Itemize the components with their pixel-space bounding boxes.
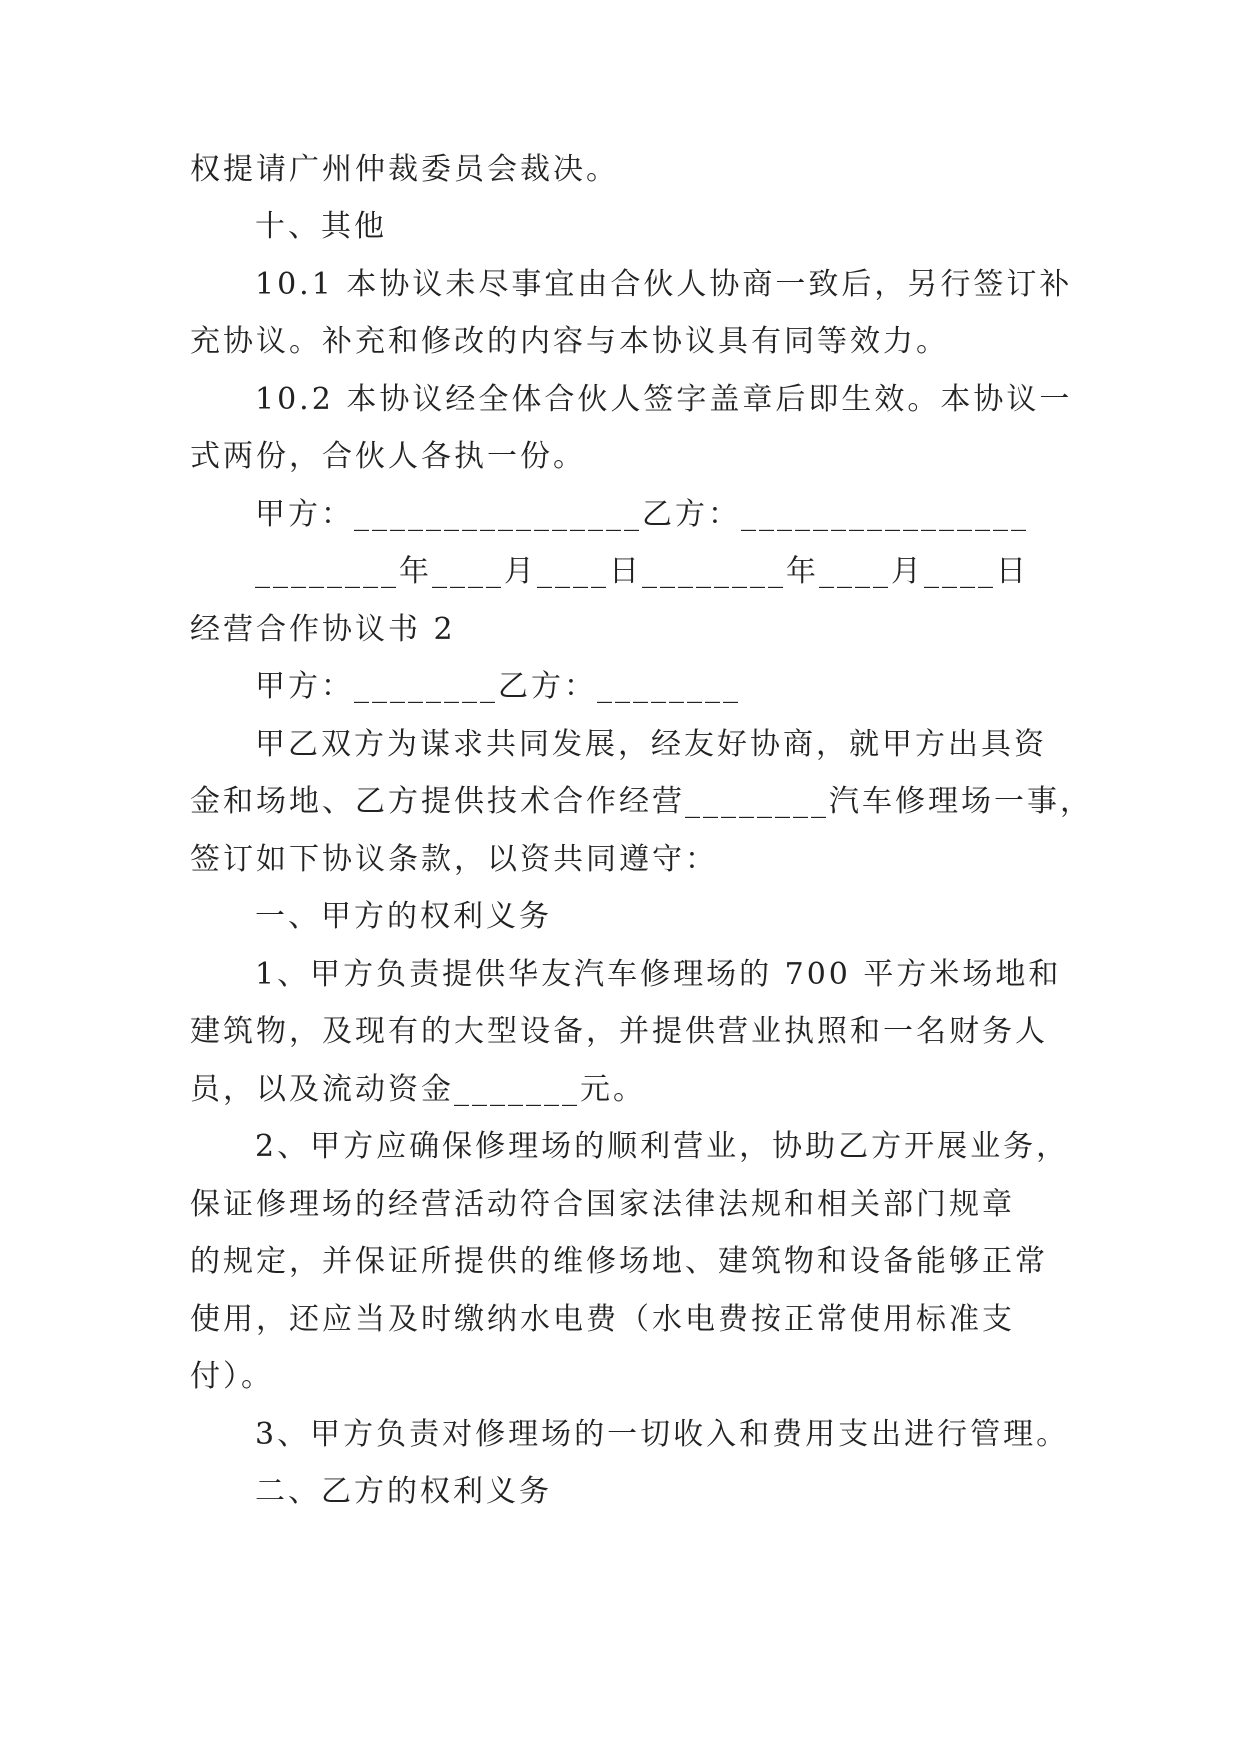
paragraph-line: 付）。: [190, 1359, 274, 1394]
paragraph-line: 10.1 本协议未尽事宜由合伙人协商一致后，另行签订补: [255, 267, 1073, 302]
paragraph-line: 保证修理场的经营活动符合国家法律法规和相关部门规章: [190, 1187, 1015, 1222]
document-title: 经营合作协议书 2: [190, 612, 456, 647]
paragraph-line: 3、甲方负责对修理场的一切收入和费用支出进行管理。: [255, 1417, 1070, 1452]
date-line: ________年____月____日________年____月____日: [255, 554, 1029, 589]
party-line: 甲方：________乙方：________: [255, 669, 741, 704]
paragraph-line: 签订如下协议条款，以资共同遵守：: [190, 842, 718, 877]
paragraph-line: 1、甲方负责提供华友汽车修理场的 700 平方米场地和: [255, 957, 1062, 992]
paragraph-line: 使用，还应当及时缴纳水电费（水电费按正常使用标准支: [190, 1302, 1015, 1337]
paragraph-line: 金和场地、乙方提供技术合作经营________汽车修理场一事，: [190, 784, 1093, 819]
paragraph-line: 甲乙双方为谋求共同发展，经友好协商，就甲方出具资: [255, 727, 1047, 762]
signature-line: 甲方：________________乙方：________________: [255, 497, 1029, 532]
paragraph-line: 2、甲方应确保修理场的顺利营业，协助乙方开展业务，: [255, 1129, 1070, 1164]
paragraph-line: 充协议。补充和修改的内容与本协议具有同等效力。: [190, 324, 949, 359]
section-heading: 二、乙方的权利义务: [255, 1474, 552, 1509]
section-heading: 一、甲方的权利义务: [255, 899, 552, 934]
paragraph-line: 的规定，并保证所提供的维修场地、建筑物和设备能够正常: [190, 1244, 1048, 1279]
paragraph-line: 式两份，合伙人各执一份。: [190, 439, 586, 474]
paragraph-line: 10.2 本协议经全体合伙人签字盖章后即生效。本协议一: [255, 382, 1073, 417]
section-heading: 十、其他: [255, 209, 387, 244]
paragraph-line: 员，以及流动资金_______元。: [190, 1072, 646, 1107]
paragraph-line: 权提请广州仲裁委员会裁决。: [190, 152, 619, 187]
paragraph-line: 建筑物，及现有的大型设备，并提供营业执照和一名财务人: [190, 1014, 1048, 1049]
